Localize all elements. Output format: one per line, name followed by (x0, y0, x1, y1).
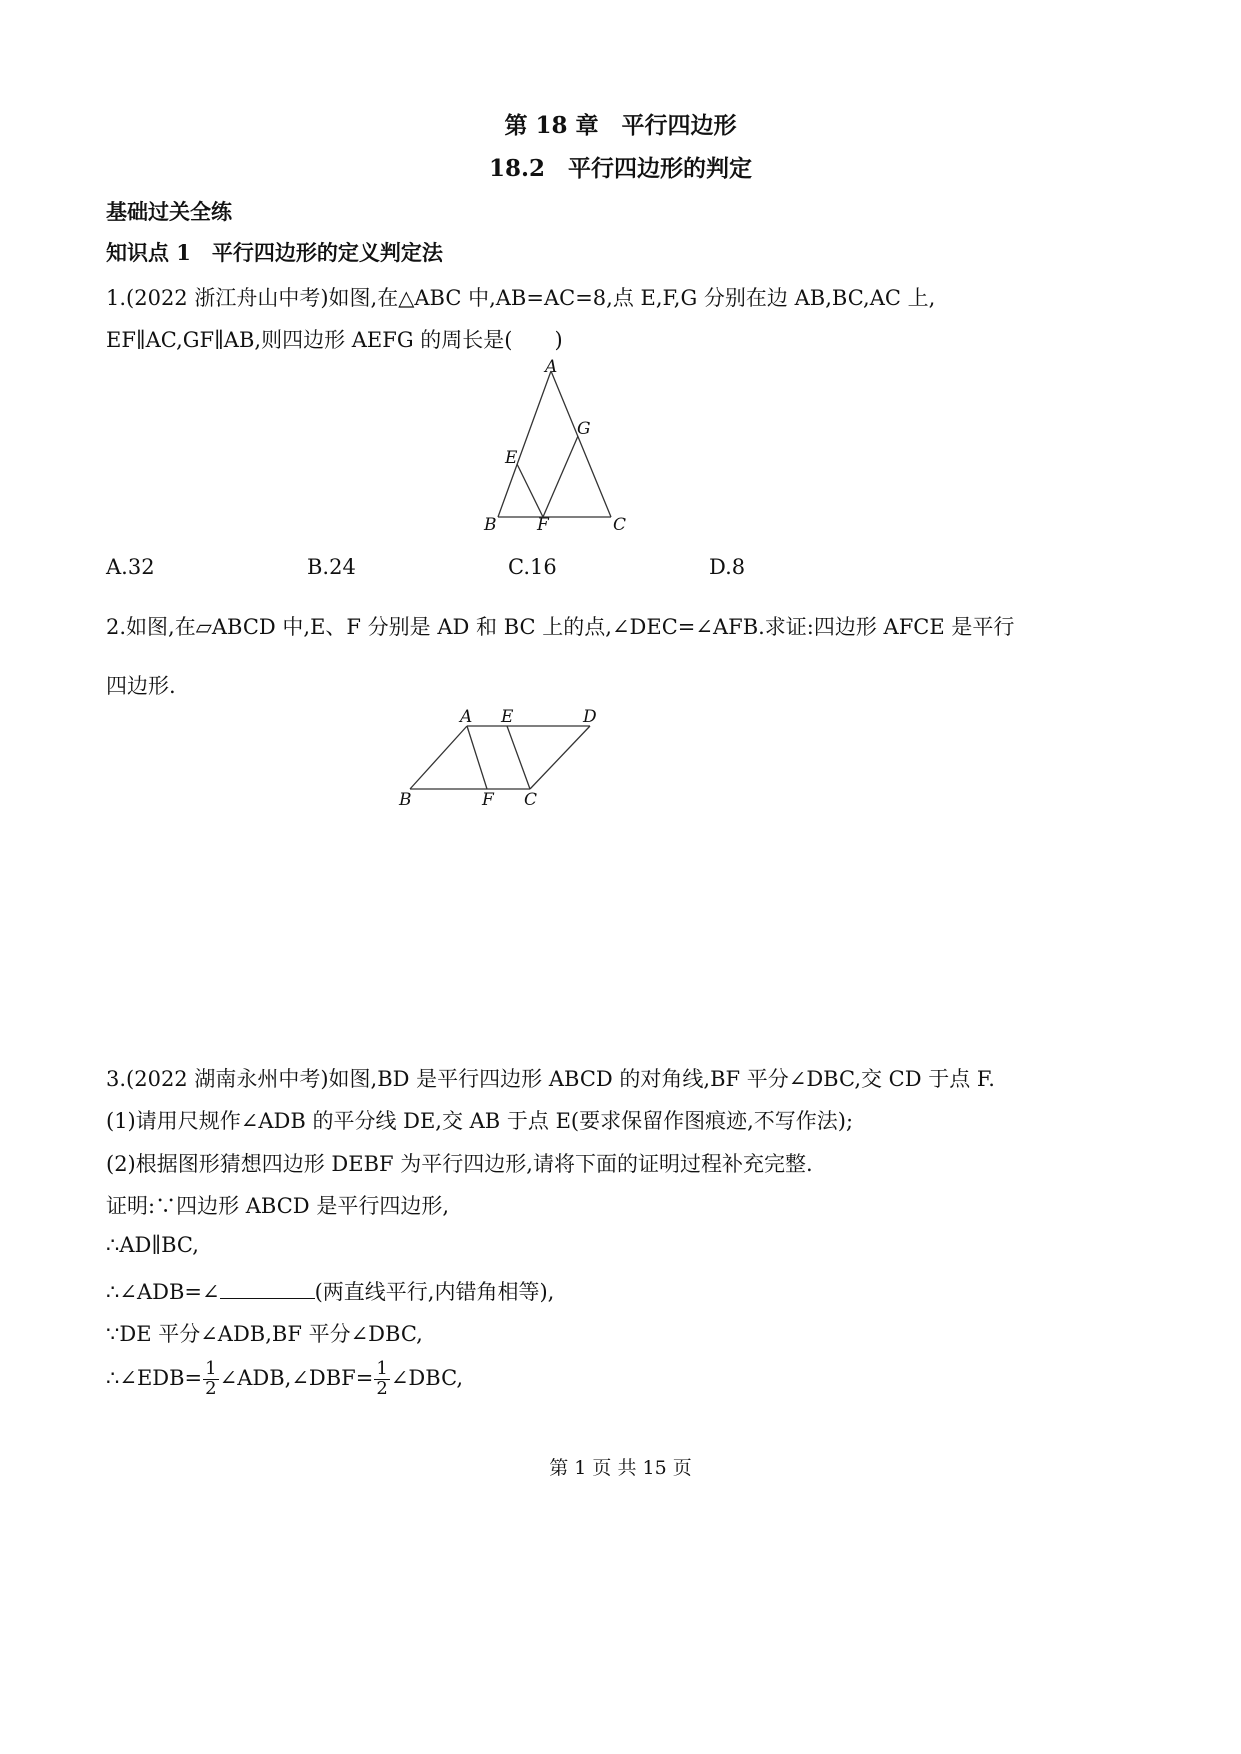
q1-text-line1: 1.(2022 浙江舟山中考)如图,在△ABC 中,AB=AC=8,点 E,F,G 分别在边 AB,BC,AC 上, (106, 286, 936, 310)
label-e: E (501, 707, 514, 727)
label-c: C (524, 790, 538, 810)
label-c: C (613, 515, 627, 535)
edge-dc (530, 726, 590, 789)
fraction-numerator: 1 (376, 1358, 388, 1379)
q1-option-c[interactable]: C.16 (508, 555, 557, 579)
edge-af (467, 726, 487, 789)
fraction-denominator: 2 (205, 1377, 217, 1399)
label-a: A (545, 357, 558, 377)
q1-text-line2: EF∥AC,GF∥AB,则四边形 AEFG 的周长是( ) (106, 328, 563, 352)
label-f: F (537, 515, 549, 535)
q3-proof-line5 (106, 1360, 463, 1399)
q3-text-line2: (1)请用尺规作∠ADB 的平分线 DE,交 AB 于点 E(要求保留作图痕迹,不写作法); (106, 1109, 854, 1133)
section-title: 18.2 平行四边形的判定 (488, 155, 753, 182)
q3-text-line3: (2)根据图形猜想四边形 DEBF 为平行四边形,请将下面的证明过程补充完整. (106, 1152, 813, 1176)
edge-ab (410, 726, 467, 789)
fraction-denominator: 2 (376, 1377, 388, 1399)
q3-proof-line4: ∵DE 平分∠ADB,BF 平分∠DBC, (106, 1322, 423, 1346)
label-b: B (399, 790, 412, 810)
fraction-half (203, 1360, 218, 1399)
knowledge-point-title: 知识点 1 平行四边形的定义判定法 (106, 240, 443, 265)
q2-text-line1: 2.如图,在▱ABCD 中,E、F 分别是 AD 和 BC 上的点,∠DEC=∠AFB.求证:四边形 AFCE 是平行 (106, 615, 1015, 639)
edge-ec (507, 726, 530, 789)
q2-parallelogram-figure (390, 700, 610, 815)
chapter-title: 第 18 章 平行四边形 (504, 112, 737, 139)
q1-option-b[interactable]: B.24 (307, 555, 356, 579)
part-title: 基础过关全练 (106, 199, 232, 224)
proof3-suffix: (两直线平行,内错角相等), (314, 1280, 555, 1304)
q3-proof-line1: 证明:∵四边形 ABCD 是平行四边形, (106, 1194, 449, 1218)
answer-blank[interactable] (220, 1280, 315, 1299)
proof5-part-a: ∴∠EDB= (106, 1365, 203, 1390)
proof5-part-c: ∠DBC, (390, 1365, 464, 1390)
page-footer: 第 1 页 共 15 页 (549, 1457, 692, 1479)
q2-text-line2: 四边形. (106, 674, 176, 698)
label-b: B (484, 515, 497, 535)
edge-ab (498, 371, 551, 517)
label-a: A (460, 707, 473, 727)
label-e: E (505, 448, 518, 468)
q3-proof-line3 (106, 1276, 554, 1306)
edge-ac (551, 371, 611, 517)
label-g: G (577, 419, 591, 439)
fraction-numerator: 1 (205, 1358, 217, 1379)
edge-ef (517, 464, 543, 517)
label-d: D (583, 707, 597, 727)
q1-option-a[interactable]: A.32 (106, 555, 155, 579)
q3-text-line1: 3.(2022 湖南永州中考)如图,BD 是平行四边形 ABCD 的对角线,BF 平分∠DBC,交 CD 于点 F. (106, 1067, 995, 1091)
q1-option-d[interactable]: D.8 (709, 555, 746, 579)
fraction-half (374, 1360, 389, 1399)
label-f: F (482, 790, 494, 810)
edge-fg (543, 436, 578, 517)
q3-proof-line2: ∴AD∥BC, (106, 1233, 199, 1257)
proof5-part-b: ∠ADB,∠DBF= (219, 1365, 374, 1390)
q1-triangle-figure (470, 355, 640, 540)
proof3-prefix: ∴∠ADB=∠ (106, 1280, 220, 1304)
